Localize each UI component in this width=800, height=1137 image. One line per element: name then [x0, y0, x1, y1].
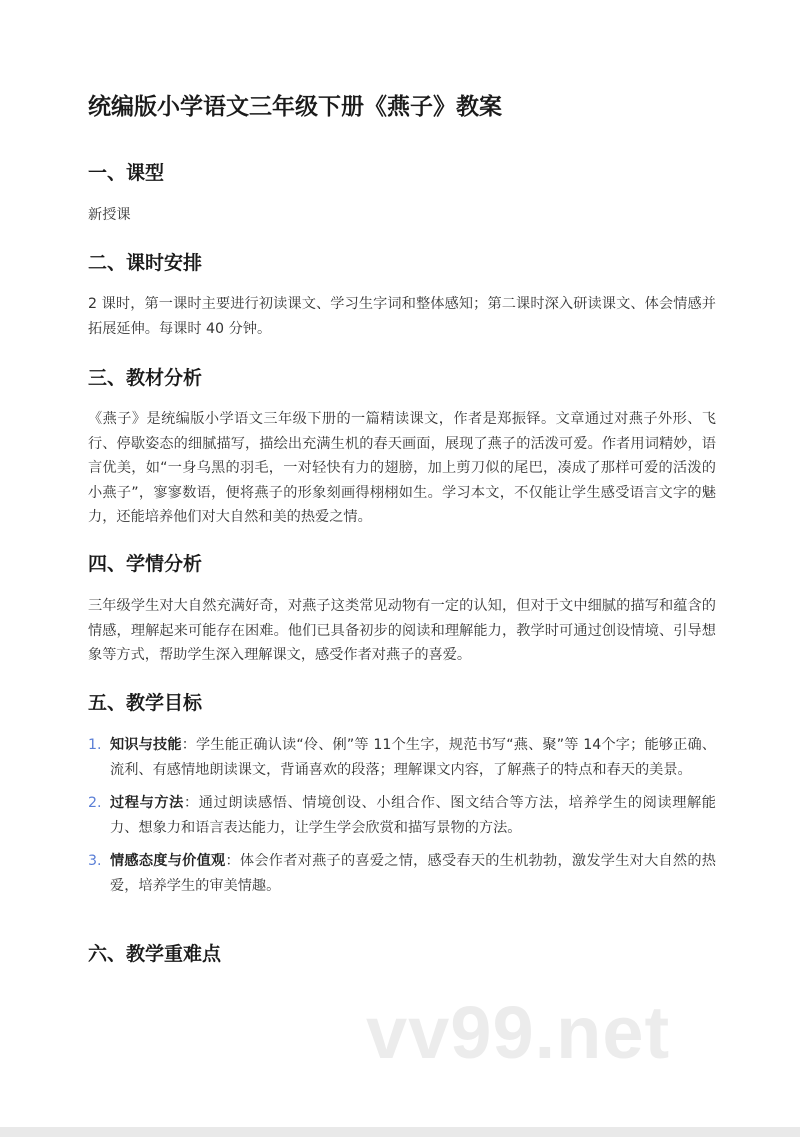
goal-term: 情感态度与价值观: [110, 853, 226, 869]
watermark: vv99.net: [366, 991, 671, 1074]
section-heading-lesson-type: 一、课型: [88, 162, 165, 184]
section-body-lesson-type: 新授课: [88, 207, 131, 223]
teaching-goals-list: [88, 733, 716, 907]
goal-term: 知识与技能: [110, 737, 182, 753]
list-item: [88, 733, 716, 782]
section-heading-student-analysis: 四、学情分析: [88, 553, 203, 575]
goal-text: ：体会作者对燕子的喜爱之情，感受春天的生机勃勃，激发学生对大自然的热爱，培养学生的审美情趣。: [110, 853, 716, 894]
section-heading-key-points: 六、教学重难点: [88, 943, 222, 965]
goal-text: ：学生能正确认读“伶、俐”等 11个生字，规范书写“燕、聚”等 14个字；能够正确、流利、有感情地朗读课文，背诵喜欢的段落；理解课文内容，了解燕子的特点和春天的美景。: [110, 737, 716, 778]
section-heading-teaching-goals: 五、教学目标: [88, 692, 203, 714]
list-item: [88, 849, 716, 898]
goal-text: ：通过朗读感悟、情境创设、小组合作、图文结合等方法，培养学生的阅读理解能力、想象力和语言表达能力，让学生学会欣赏和描写景物的方法。: [110, 795, 716, 836]
list-number: 2.: [88, 795, 102, 811]
list-number: 1.: [88, 737, 102, 753]
section-heading-schedule: 二、课时安排: [88, 252, 203, 274]
list-item: [88, 791, 716, 840]
goal-term: 过程与方法: [110, 795, 184, 811]
section-body-material-analysis: 《燕子》是统编版小学语文三年级下册的一篇精读课文，作者是郑振铎。文章通过对燕子外形、飞行、停歇姿态的细腻描写，描绘出充满生机的春天画面，展现了燕子的活泼可爱。作者用词精妙，语言优美，如“一身乌黑的羽毛，一对轻快有力的翅膀，加上剪刀似的尾巴，凑成了那样可爱的活泼的小燕子”，寥寥数语，便将燕子的形象刻画得栩栩如生。学习本文，不仅能让学生感受语言文字的魅力，还能培养他们对大自然和美的热爱之情。: [88, 411, 716, 525]
section-heading-material-analysis: 三、教材分析: [88, 367, 203, 389]
list-number: 3.: [88, 853, 102, 869]
section-body-student-analysis: 三年级学生对大自然充满好奇，对燕子这类常见动物有一定的认知，但对于文中细腻的描写和蕴含的情感，理解起来可能存在困难。他们已具备初步的阅读和理解能力，教学时可通过创设情境、引导想象等方式，帮助学生深入理解课文，感受作者对燕子的喜爱。: [88, 598, 716, 663]
document-title: 统编版小学语文三年级下册《燕子》教案: [88, 94, 502, 120]
section-body-schedule: 2 课时，第一课时主要进行初读课文、学习生字词和整体感知；第二课时深入研读课文、体会情感并拓展延伸。每课时 40 分钟。: [88, 296, 716, 337]
page-bottom-edge: [0, 1127, 800, 1137]
